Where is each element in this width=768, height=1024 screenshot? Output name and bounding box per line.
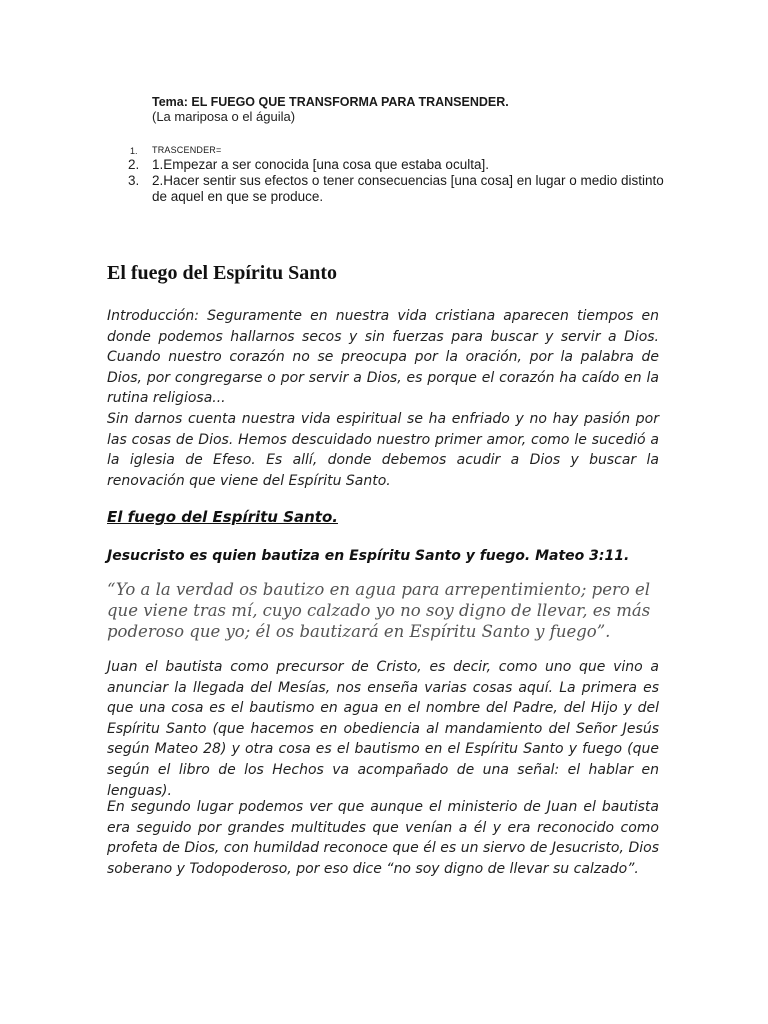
- list-number: 1.: [130, 146, 138, 156]
- paragraph: Sin darnos cuenta nuestra vida espiritual se ha enfriado y no hay pasión por las cosas de Dios. Hemos descuidado nuestro primer amor, como le sucedió a la iglesia de Efeso. Es allí, donde debemos acudir a Dios y buscar la renovación que viene del Espíritu Santo.: [107, 411, 659, 489]
- topic-title: Tema: EL FUEGO QUE TRANSFORMA PARA TRANSENDER.: [152, 95, 509, 109]
- verse-quote: “Yo a la verdad os bautizo en agua para arrepentimiento; pero el que viene tras mí, cuyo calzado yo no soy digno de llevar, es más poderoso que yo; él os bautizará en Espíritu Santo y fuego”.: [107, 580, 651, 641]
- paragraph: Juan el bautista como precursor de Cristo, es decir, como uno que vino a anunciar la llegada del Mesías, nos enseña varias cosas aquí. La primera es que una cosa es el bautismo en agua en el nombre del Padre, del Hijo y del Espíritu Santo (que hacemos en obediencia al mandamiento del Señor Jesús según Mateo 28) y otra cosa es el bautismo en el Espíritu Santo y fuego (que según el libro de los Hechos va acompañado de una señal: el hablar en lenguas).: [107, 659, 659, 799]
- list-item: 1.Empezar a ser conocida [una cosa que estaba oculta].: [152, 157, 489, 172]
- verse-heading: Jesucristo es quien bautiza en Espíritu Santo y fuego. Mateo 3:11.: [107, 548, 630, 564]
- list-number: 2.: [128, 157, 140, 172]
- list-number: 3.: [128, 173, 140, 188]
- paragraph: En segundo lugar podemos ver que aunque el ministerio de Juan el bautista era seguido por grandes multitudes que venían a él y era reconocido como profeta de Dios, con humildad reconoce que él es un siervo de Jesucristo, Dios soberano y Todopoderoso, por eso dice “no soy digno de llevar su calzado”.: [107, 799, 659, 877]
- main-title: El fuego del Espíritu Santo: [107, 262, 338, 284]
- list-item: 2.Hacer sentir sus efectos o tener consecuencias [una cosa] en lugar o medio distinto de aquel en que se produce.: [152, 173, 664, 204]
- topic-subtitle: (La mariposa o el águila): [152, 109, 296, 124]
- section-heading: El fuego del Espíritu Santo.: [107, 508, 338, 526]
- list-item: TRASCENDER=: [152, 145, 222, 155]
- intro-paragraph: Introducción: Seguramente en nuestra vida cristiana aparecen tiempos en donde podemos hallarnos secos y sin fuerzas para buscar y servir a Dios. Cuando nuestro corazón no se preocupa por la oración, por la palabra de Dios, por congregarse o por servir a Dios, es porque el corazón ha caído en la rutina religiosa...: [107, 308, 659, 407]
